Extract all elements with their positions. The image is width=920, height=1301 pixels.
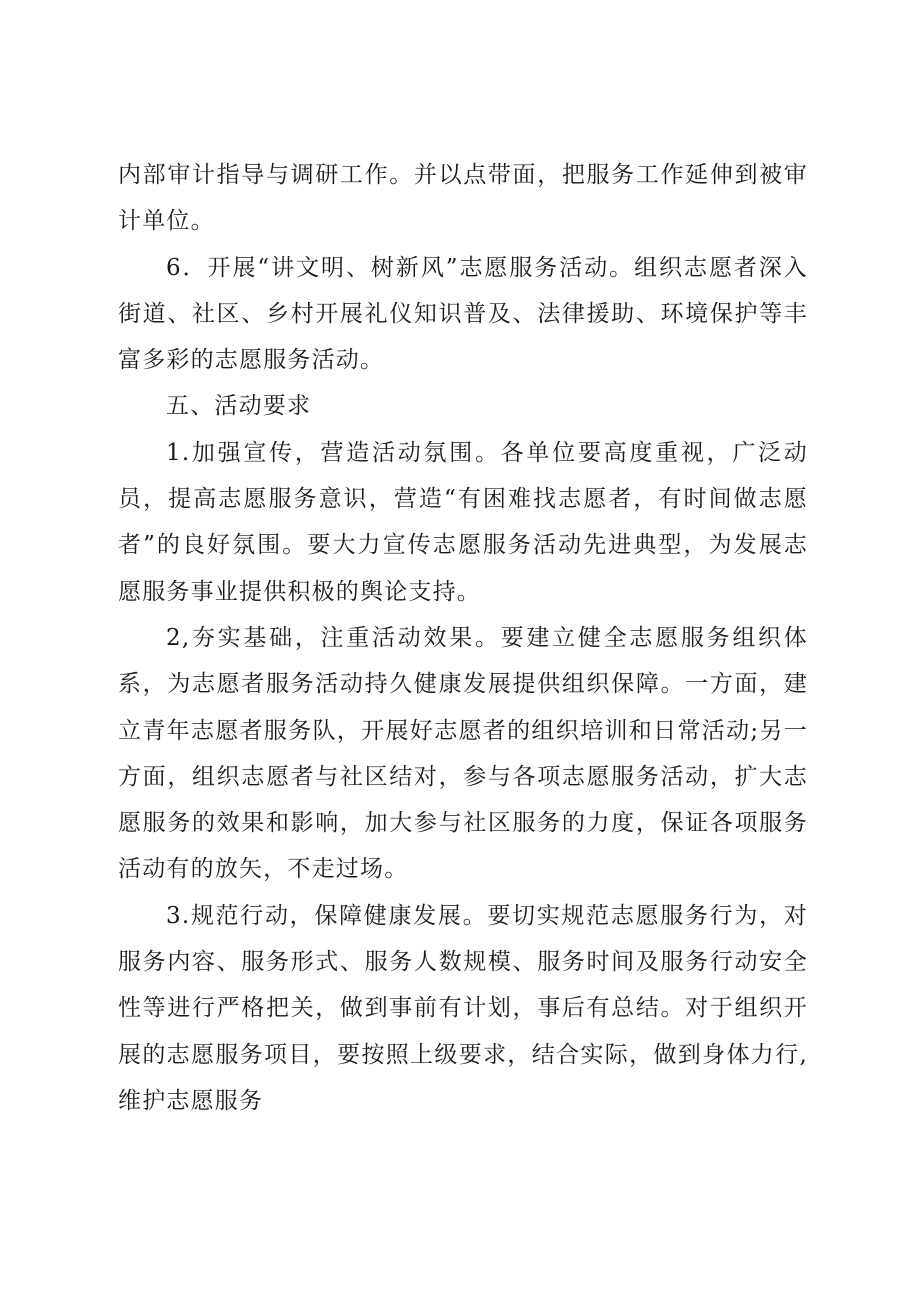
paragraph-item-6: 6．开展“讲文明、树新风”志愿服务活动。组织志愿者深入街道、社区、乡村开展礼仪知识普及、法律援助、环境保护等丰富多彩的志愿服务活动。 <box>118 254 808 374</box>
paragraph-requirement-3: 3.规范行动，保障健康发展。要切实规范志愿服务行为，对服务内容、服务形式、服务人数规模、服务时间及服务行动安全性等进行严格把关，做到事前有计划，事后有总结。对于组织开展的志愿服务项目，要按照上级要求，结合实际，做到身体力行,维护志愿服务 <box>118 902 808 1114</box>
section-heading-activity-requirements: 五、活动要求 <box>166 393 312 420</box>
paragraph-requirement-1: 1.加强宣传，营造活动氛围。各单位要高度重视，广泛动员，提高志愿服务意识，营造“有困难找志愿者，有时间做志愿者”的良好氛围。要大力宣传志愿服务活动先进典型，为发展志愿服务事业提供积极的舆论支持。 <box>118 439 808 605</box>
document-body <box>118 152 808 1124</box>
paragraph-continuation: 内部审计指导与调研工作。并以点带面，把服务工作延伸到被审计单位。 <box>118 162 808 235</box>
paragraph-requirement-2: 2,夯实基础，注重活动效果。要建立健全志愿服务组织体系，为志愿者服务活动持久健康发展提供组织保障。一方面，建立青年志愿者服务队，开展好志愿者的组织培训和日常活动;另一方面，组织志愿者与社区结对，参与各项志愿服务活动，扩大志愿服务的效果和影响，加大参与社区服务的力度，保证各项服务活动有的放矢，不走过场。 <box>118 624 808 883</box>
